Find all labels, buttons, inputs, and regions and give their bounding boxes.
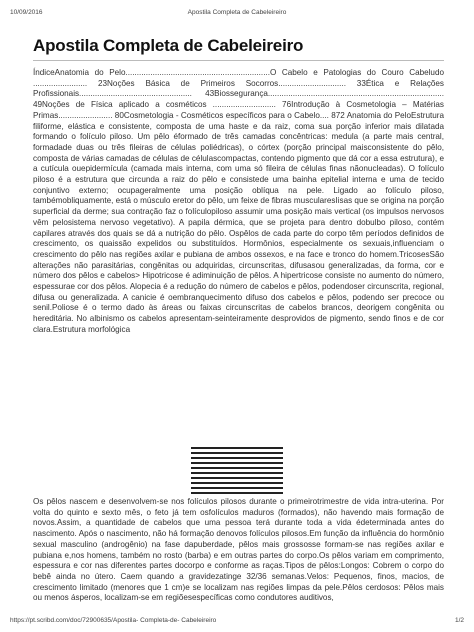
- header-doc-title: Apostila Completa de Cabeleireiro: [187, 8, 287, 16]
- body-paragraph: ÍndiceAnatomia do Pelo................................................................O Cabelo e Patologias do Couro Cabeludo ........................ 23Noções Básica de Primeiros Socorros.............................. 33Ética e Relações Profissionais.................................................. 43Biossegurança.............................................................................. 49Noções de Física aplicado a cosméticos ............................ 76Introdução à Cosmetologia – Matérias Primas........................ 80Cosmetologia - Cosméticos específicos para o Cabelo.... 872 Anatomia do PeloEstrutura filiforme, elástica e consistente, composta de uma haste e da raiz, coma sua porção inferior mais dilatada formando o folículo piloso. Um pêlo éformado de três camadas concêntricas: medula (a parte mais central, formadade duas ou três fileiras de células poliédricas), o córtex (porção principal maisconsistente do pêlo, composta de várias camadas de células de célulascompactas, contendo pigmento que dá cor a essa estrutura), e a cutícula ouepidermícula (camada mais interna, com uma só fileira de células finas nãonucleadas). O folículo piloso é a estrutura que circunda a raiz do pêlo e consistede uma bainha epitelial interna e uma de tecido conjuntivo externo; ocupageralmente uma posição oblíqua na pele. Ligado ao folículo piloso, tambémobliquamente, está o músculo eretor do pêlo, um feixe de fibras muscularesIisas que se origina na porção superficial da derme; sua contração faz o folículopiloso assumir uma posição mais vertical (os impulsos nervosos vêm pelosistema nervoso vegetativo). A papila dérmica, que se projeta para dentro dobulbo piloso, contém capilares através dos quais se dá a nutrição do pêlo. Ospêlos de cada parte do corpo têm períodos definidos de crescimento, os quaissão expelidos ou substituídos. Hormônios, especialmente os sexuais,influenciam o crescimento do pêlo nas regiões axilar e pubiana de ambos ossexos, e na face e tronco do homem.TricosesSão alterações não parasitárias, congênitas ou adquiridas, circunscritas, difusasou generalizadas, da forma, cor e número dos pêlos e cabelos> Hipotricose é adiminuição de pêlos. A hipertricose consiste no aumento do número, espessurae cor dos pêlos. Alopecia é a redução do número de cabelos e pêlos, podendoser circunscrita, regional, difusa ou generalizada. A canicie é oembranquecimento difuso dos cabelos e pêlos, podendo ser precoce ou senil.Poliose é o termo dado às áreas ou faixas circunscritas de cabelos brancos, deorigem congênita ou hereditária. No albinismo os cabelos apresentam-seinteiramente desprovidos de pigmento, sendo finos e de cor clara.Estrutura morfológica: [33, 68, 444, 334]
- page-header: [10, 6, 464, 18]
- figure-line: [191, 492, 283, 494]
- figure-line: [191, 472, 283, 474]
- page-footer: [10, 614, 464, 626]
- figure-line: [191, 457, 283, 459]
- figure-line: [191, 477, 283, 479]
- figure-line: [191, 482, 283, 484]
- document-title: Apostila Completa de Cabeleireiro: [33, 36, 304, 55]
- morphology-figure: [191, 447, 283, 497]
- footer-url[interactable]: https://pt.scribd.com/doc/72900635/Apostila- Completa-de- Cabeleireiro: [10, 616, 217, 624]
- figure-line: [191, 447, 283, 449]
- body-paragraph: Os pêlos nascem e desenvolvem-se nos folículos pilosos durante o primeirotrimestre de vida intra-uterina. Por volta do quinto e sexto mês, o feto já tem osfolículos maduros (formados), não havendo mais formação de novos.Assim, a quantidade de cabelos que uma pessoa terá durante toda a vida édeterminada antes do nascimento. Após o nascimento, não há formação denovos folículos pilosos.Em função da influência do hormônio sexual masculino (androgênio) na fase dapuberdade, pêlos mais grossosse formam-se nas regiões axilar e pubiana e,nos homens, também no rosto (barba) e em outras partes do corpo.Os pêlos variam em comprimento, espessura e cor nas diferentes partes docorpo e conforme as raças.Tipos de pêlos:Longos: Cobrem o corpo do bebê ainda no útero. Caem quando a gravidezatinge 32/36 semanas.Velos: Pequenos, finos, macios, de crescimento limitado (menores que 1 cm)e se localizam nas regiões limpas da pele.Pêlos cerdosos: Pêlos mais ou menos ásperos, localizam-se em regiõesespecíficas como condutores auditivos,: [33, 497, 444, 603]
- title-divider: [33, 60, 444, 61]
- footer-page-number: 1/2: [454, 616, 464, 624]
- figure-line: [191, 467, 283, 469]
- figure-line: [191, 487, 283, 489]
- document-body: [33, 68, 444, 336]
- header-date: 10/09/2016: [10, 8, 43, 16]
- figure-line: [191, 462, 283, 464]
- document-body-continued: [33, 497, 444, 604]
- figure-line: [191, 452, 283, 454]
